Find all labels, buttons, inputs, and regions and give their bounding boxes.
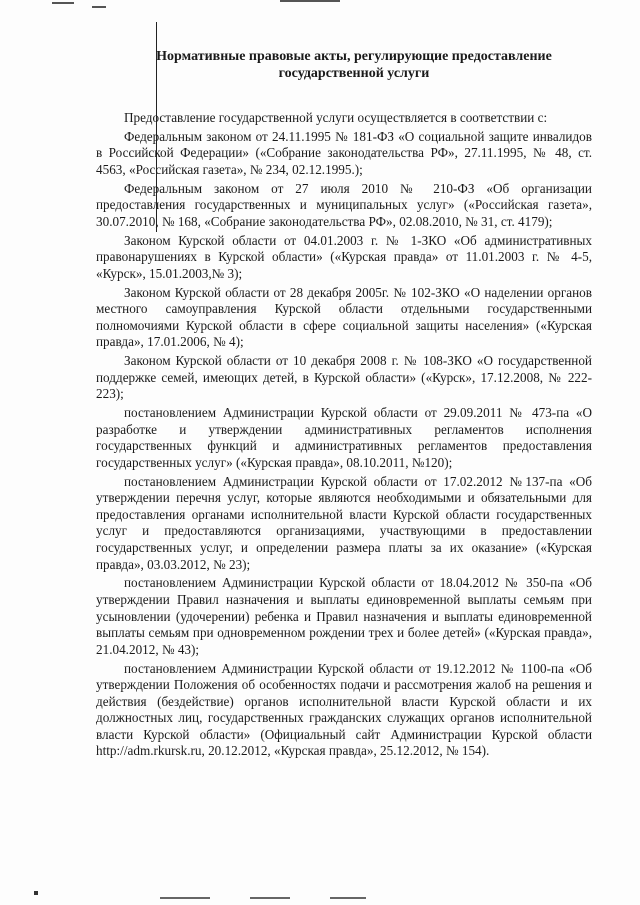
scan-artifact [160, 897, 210, 899]
act-paragraph: постановлением Администрации Курской области от 29.09.2011 № 473-па «О разработке и утверждении административных регламентов исполнения государственных функций и административных регламентов предоставления государственных услуг» («Курская правда», 08.10.2011, №120); [96, 405, 592, 470]
scan-artifact [34, 891, 38, 895]
title-line-2: государственной услуги [278, 66, 430, 81]
act-paragraph: Законом Курской области от 10 декабря 2008 г. № 108-ЗКО «О государственной поддержке семей, имеющих детей, в Курской области» («Курск», 17.12.2008, № 222-223); [96, 353, 592, 402]
scan-artifact [280, 0, 340, 2]
act-paragraph: Федеральным законом от 24.11.1995 № 181-ФЗ «О социальной защите инвалидов в Российской Федерации» («Собрание законодательства РФ», 27.11.1995, № 48, ст. 4563, «Российская газета», № 234, 02.12.1995.); [96, 128, 592, 177]
scan-artifact [52, 2, 74, 4]
intro-paragraph: Предоставление государственной услуги осуществляется в соответствии с: [124, 110, 548, 125]
act-paragraph: постановлением Администрации Курской области от 19.12.2012 № 1100-па «Об утверждении Положения об особенностях подачи и рассмотрения жалоб на решения и действия (бездействие) органов исполнительной власти Курской области и их должностных лиц, государственных гражданских служащих органов исполнительной власти Курской области» (Официальный сайт Администрации Курской области http://adm.rkursk.ru, 20.12.2012, «Курская правда», 25.12.2012, № 154). [96, 660, 592, 759]
title-line-1: Нормативные правовые акты, регулирующие предоставление [156, 49, 552, 64]
scan-artifact [330, 897, 366, 899]
act-paragraph: Законом Курской области от 04.01.2003 г. № 1-ЗКО «Об административных правонарушениях в Курской области» («Курская правда» от 11.01.2003 г. № 4-5, «Курск», 15.01.2003,№ 3); [96, 232, 592, 281]
document-title [116, 48, 592, 82]
act-paragraph: постановлением Администрации Курской области от 17.02.2012 №137-па «Об утверждении перечня услуг, которые являются необходимыми и обязательными для предоставления органами исполнительной власти Курской области государственных услуг и предоставляются организациями, участвующими в предоставлении государственных услуг, и определении размера платы за их оказание» («Курская правда», 03.03.2012, № 23); [96, 473, 592, 572]
act-paragraph: Федеральным законом от 27 июля 2010 № 210-ФЗ «Об организации предоставления государственных и муниципальных услуг» («Российская газета», 30.07.2010, № 168, «Собрание законодательства РФ», 02.08.2010, № 31, ст. 4179); [96, 180, 592, 229]
act-paragraph: Законом Курской области от 28 декабря 2005г. № 102-ЗКО «О наделении органов местного самоуправления Курской области отдельными государственными полномочиями Курской области в сфере социальной защиты населения» («Курская правда», 17.01.2006, № 4); [96, 284, 592, 350]
scan-artifact [92, 6, 106, 8]
document-body [96, 48, 592, 762]
scan-artifact [250, 897, 290, 899]
act-paragraph: постановлением Администрации Курской области от 18.04.2012 № 350-па «Об утверждении Правил назначения и выплаты единовременной выплаты семьям при усыновлении (удочерении) ребенка и Правил назначения и выплаты единовременной выплаты семьям при одновременном рождении трех и более детей» («Курская правда», 21.04.2012, № 43); [96, 575, 592, 657]
